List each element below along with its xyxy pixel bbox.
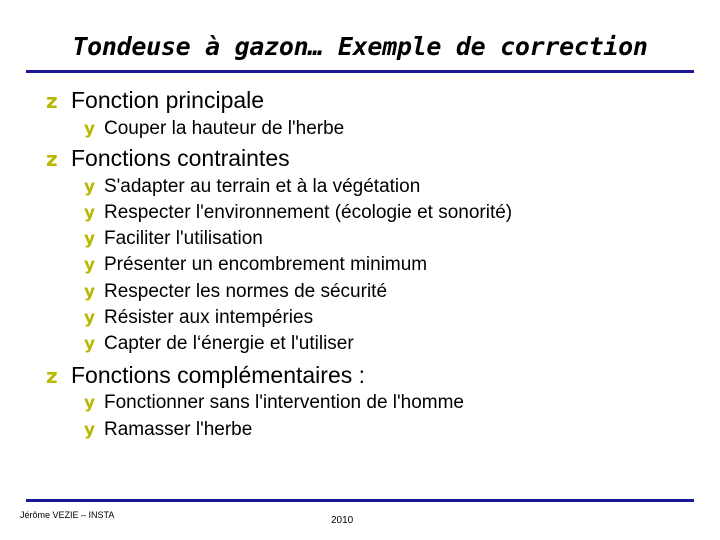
bullet-icon: y (84, 229, 96, 249)
list-item: y Capter de l‘énergie et l'utiliser (84, 333, 354, 354)
list-item: y Ramasser l'herbe (84, 419, 253, 440)
list-item: y Respecter les normes de sécurité (84, 281, 388, 302)
list-item: y Résister aux intempéries (84, 307, 314, 328)
bullet-icon: z (46, 364, 58, 388)
bullet-icon: y (84, 282, 96, 302)
top-rule (26, 70, 694, 73)
bottom-rule (26, 499, 694, 502)
bullet-icon: y (84, 334, 96, 354)
section-heading-principale: z Fonction principale (46, 87, 265, 113)
list-item: y Faciliter l'utilisation (84, 228, 263, 249)
section-heading-complementaires: z Fonctions complémentaires : (46, 362, 366, 388)
list-item: y S'adapter au terrain et à la végétation (84, 176, 421, 197)
list-item: y Respecter l'environnement (écologie et sonorité) (84, 202, 513, 223)
bullet-icon: y (84, 255, 96, 275)
list-item: y Fonctionner sans l'intervention de l'homme (84, 392, 464, 413)
bullet-icon: z (46, 89, 58, 113)
section-heading-contraintes: z Fonctions contraintes (46, 145, 290, 171)
footer-author: Jérôme VEZIE – INSTA (20, 510, 115, 520)
bullet-icon: y (84, 308, 96, 328)
list-item: y Présenter un encombrement minimum (84, 254, 428, 275)
bullet-icon: y (84, 177, 96, 197)
bullet-icon: y (84, 420, 96, 440)
bullet-icon: y (84, 393, 96, 413)
list-item: y Couper la hauteur de l'herbe (84, 118, 345, 139)
bullet-icon: z (46, 147, 58, 171)
footer-year: 2010 (331, 515, 354, 526)
bullet-icon: y (84, 119, 96, 139)
bullet-icon: y (84, 203, 96, 223)
slide-title: Tondeuse à gazon… Exemple de correction (72, 32, 648, 61)
